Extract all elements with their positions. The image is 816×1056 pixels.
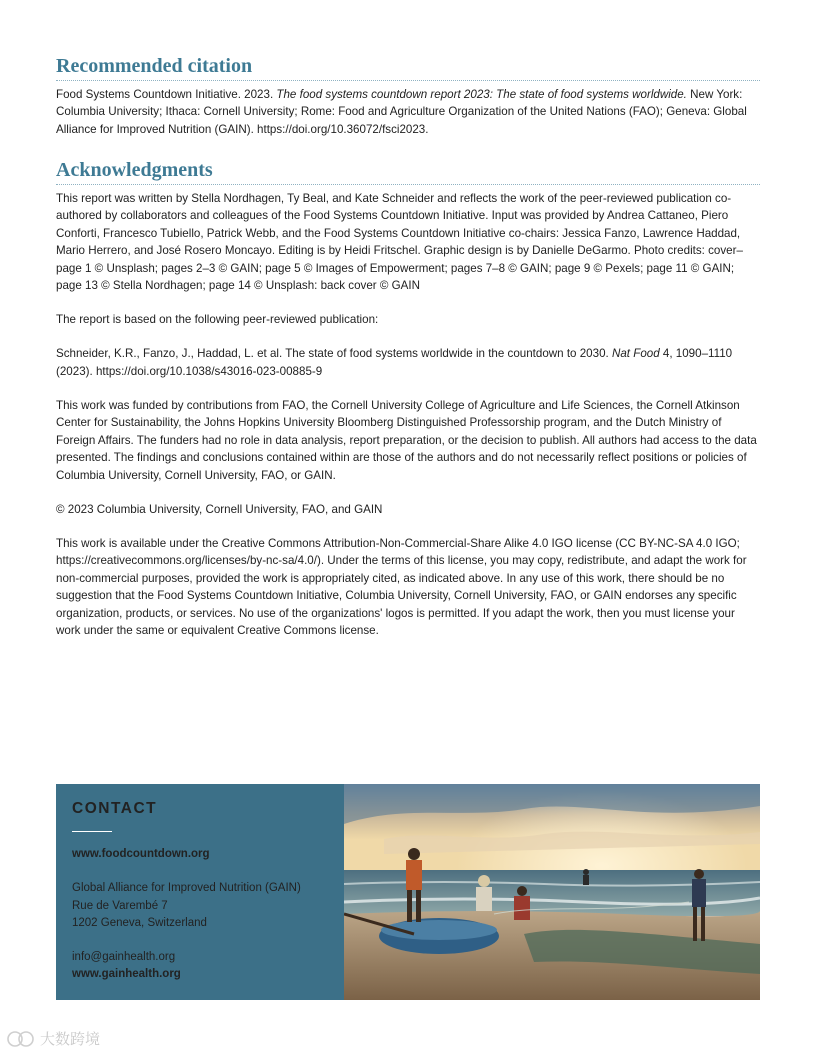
acknowledgments-section	[56, 159, 760, 656]
contact-website2-link[interactable]: www.gainhealth.org	[72, 968, 181, 981]
citation-heading: Recommended citation	[56, 55, 760, 81]
fishermen-beach-photo	[344, 784, 760, 1000]
contact-box	[56, 784, 760, 1000]
copyright-line: © 2023 Columbia University, Cornell University, FAO, and GAIN	[56, 502, 383, 516]
contact-email-link[interactable]: info@gainhealth.org	[72, 950, 176, 963]
contact-divider	[72, 831, 112, 832]
contact-title: CONTACT	[72, 800, 158, 817]
contact-org-name: Global Alliance for Improved Nutrition (GAIN)	[72, 882, 301, 894]
watermark-text: 大数跨境	[40, 1030, 101, 1048]
contact-website-link[interactable]: www.foodcountdown.org	[72, 848, 210, 861]
ack-authors-paragraph: This report was written by Stella Nordhagen, Ty Beal, and Kate Schneider and reflects the work of the peer-reviewed publication co-authored by collaborators and colleagues of the Food Systems Countdown Initiative. Input was provided by Andrea Cattaneo, Piero Conforti, Francesco Tubiello, Patrick Webb, and the Food Systems Countdown Initiative co-chairs: Jessica Fanzo, Lawrence Haddad, Mario Herrero, and José Rosero Moncayo. Editing is by Heidi Fritschel. Graphic design is by Danielle DeGarmo. Photo credits: cover–page 1 © Unsplash; pages 2–3 © GAIN; page 5 © Images of Empowerment; pages 7–8 © GAIN; page 9 © Pexels; page 11 © GAIN; page 13 © Stella Nordhagen; page 14 © Unsplash: back cover © GAIN	[56, 192, 743, 293]
contact-city: 1202 Geneva, Switzerland	[72, 917, 207, 930]
watermark	[6, 1028, 100, 1049]
ack-based-on-paragraph: The report is based on the following peer-reviewed publication:	[56, 313, 379, 327]
fishermen-beach-illustration	[344, 784, 760, 1000]
acknowledgments-heading: Acknowledgments	[56, 159, 760, 185]
watermark-logo-icon	[6, 1030, 36, 1048]
citation-section	[56, 55, 760, 155]
contact-street: Rue de Varembé 7	[72, 899, 168, 912]
ack-funding-paragraph: This work was funded by contributions from FAO, the Cornell University College of Agriculture and Life Sciences, the Cornell Atkinson Center for Sustainability, the Johns Hopkins University Bloomberg Distinguished Professorship program, and the Dutch Ministry of Foreign Affairs. The funders had no role in data analysis, report preparation, or the decision to publish. All authors had access to the data presented. The findings and conclusions contained within are those of the authors and do not necessarily reflect positions or policies of Columbia University, Cornell University, FAO, or GAIN.	[56, 399, 757, 482]
citation-text: Food Systems Countdown Initiative. 2023. The food systems countdown report 2023: The state of food systems worldwide. New York: Columbia University; Ithaca: Cornell University; Rome: Food and Agriculture Organization of the United Nations (FAO); Geneva: Global Alliance for Improved Nutrition (GAIN). https://doi.org/10.36072/fsci2023.	[56, 88, 747, 136]
license-paragraph: This work is available under the Creative Commons Attribution-Non-Commercial-Share Alike 4.0 IGO license (CC BY-NC-SA 4.0 IGO; https://creativecommons.org/licenses/by-nc-sa/4.0/). Under the terms of this license, you may copy, redistribute, and adapt the work for non-commercial purposes, provided the work is appropriately cited, as indicated above. In any use of this work, there should be no suggestion that the Food Systems Countdown Initiative, Columbia University, Cornell University, FAO, or GAIN endorses any specific organization, products, or services. No use of the organizations' logos is permitted. If you adapt the work, then you must license your work under the same or equivalent Creative Commons license.	[56, 537, 747, 638]
contact-panel	[56, 784, 344, 1000]
ack-publication-reference: Schneider, K.R., Fanzo, J., Haddad, L. et al. The state of food systems worldwide in the countdown to 2030. Nat Food 4, 1090–1110 (2023). https://doi.org/10.1038/s43016-023-00885-9	[56, 347, 733, 378]
